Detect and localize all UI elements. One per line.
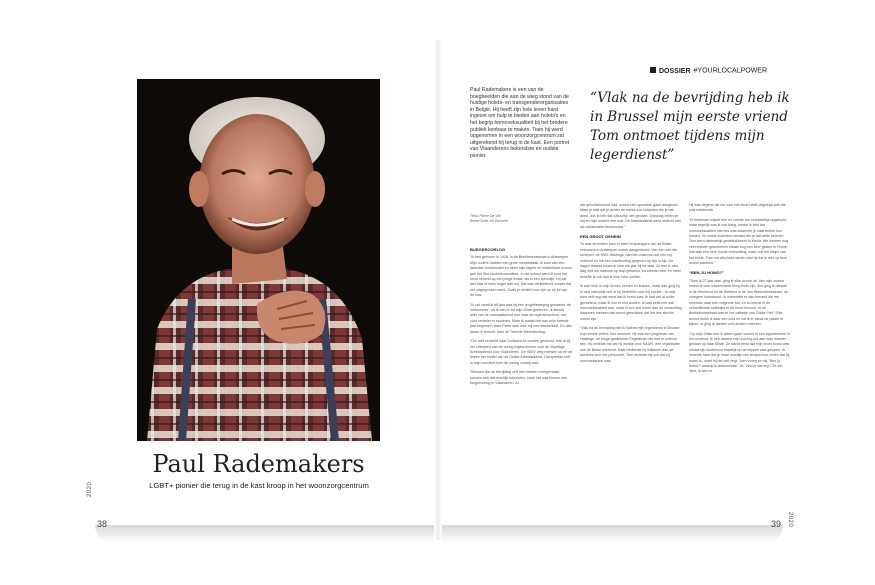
article-intro: Paul Rademakers is een van de boegbeelden die aan de wieg stond van de huidige holebi- en transgenderorganisaties in België. Hij heeft zijn hele leven hard ingezet om hulp te bieden aan holebi's en het begrip homoseksualiteit bij het bredere publiek kenbaar te maken. Toen hij werd opgenomen in een woonzorgcentrum zat uitgerekend hij terug in de kast. Een portret van Vlaanderens bekendste en oudste pionier. — [470, 87, 570, 159]
paragraph: Ik was hem in mijn armen nemen en kussen, maar dan ging hij. Ik wist natuurlijk niet of hij hetzelfde voor mij voelde – ik wist toen zelf nog niet eens dat ik homo was. Ik had wel al zulke gevoelens, maar ik kon er niet duiden. Ik was zelfs niet wat homoseksualiteit was, maar ik kon wel horen aan de minachting waarmee mensen dat woord gebruikten dat het iets slechts moest zijn.” — [580, 284, 682, 321]
credit-text: Tekst Pieter De Wit — [470, 214, 501, 218]
section-tag: #YOURLOCALPOWER — [693, 67, 768, 75]
credit-photo: Beeld Sofie De Backere — [470, 219, 509, 223]
page-number-left: 38 — [97, 519, 108, 529]
pull-quote: “Vlak na de bevrijding heb ik in Brussel mijn eerste vriend Tom ontmoet tijdens mijn legerdienst” — [590, 90, 790, 163]
paragraph: “Ik ben geboren in 1926, in de Beeldekensstraat in Antwerpen. Mijn ouders hadden een grote meubelzaak. Ik kom van een katholiek huishouden en deed mijn lagere en middelbare school aan het Sint-Norbertusinstituut. In die school werd ik voor het eerst verliefd op een jonge leraar, als in een sprookje. Hij zat een klas of twee hoger dan mij. Dat was verliefdheid zonder dat het uitgesproken werd. Zoals je verliefd zou zijn op de juf van de klas. — [470, 255, 572, 298]
portrait-photo — [137, 79, 380, 441]
article-title: Paul Rademakers — [152, 450, 365, 478]
paragraph: “Ik zat vanaf ik elf jaar was bij een jeugdbeweging genaamd ‘de Verkenners’, en ik ben er tot mijn 20ste gebleven. Ik steeds later van de normaalschool een naar de regentenschool, om voor verdeler te studeren. Maar ik maakt niet aan mijn tweede jaar beginnen, want Pietie was voor mij een struikelblok. En dan kwam ik terecht, toen de Tweede Wereldoorlog. — [470, 302, 572, 334]
paragraph: “Op mijn 29ste ben ik alleen gaan wonen in een appartement in het centrum. Ik heb daarna mijn coming-out aan mijn moeder gedaan op haar 80ste. Ze dacht eerst dat mijn broer homo was omdat zijn kinderloos huwelijk op de klippen was gelopen. Ik vertelde haar dat je maar moeilijk van iemand kon weten dat hij homo is, ‘want hij het zelf zegt. Toen vroeg ze mij: ‘Ben jij homo?’ waarop ik antwoordde: ‘Ja. Vind je dat erg?’ Ze zei: ‘Nee, ik ben er — [689, 331, 790, 374]
subheading: EEN GROOT GEHEIM — [580, 234, 621, 240]
body-column-2 — [580, 203, 682, 368]
left-page-edge — [95, 525, 440, 543]
page-number-right: 39 — [771, 519, 782, 529]
paragraph: “Toen ik 27 jaar was, ging ik elke avond uit. Van mijn ouders moest ik voor middernacht terug thuis zijn, dus ging ik dansen in de Weekend en de Weitend in de Van Wesenbeekstraat, de vroegere homobuurt. Ik ontmoette er dan iemand die me meenam naar een volgende bar, en zo leerde ik de verschillende cafeetjes in de buurt kennen. In de Beeldekensstraat was er het cafeetje van ‘Dikke Piet’. Elke avond dronk ik daar een cola en zat ik er vanaf de plaats te kijken, of ging ik dansen met andere mannen. — [689, 278, 788, 327]
paragraph: “Mensen die de bevrijding zelf niet hebben meegemaakt, kunnen zich dat moeilijk inbeelden, maar het was binnen een burgeroorlog in Vlaanderen. Al — [470, 370, 568, 385]
right-page-edge — [438, 525, 783, 543]
section-label: DOSSIER — [659, 67, 691, 75]
article-credits — [470, 214, 573, 224]
page-gutter — [434, 40, 442, 540]
body-column-3 — [689, 203, 791, 379]
paragraph: “Om niet verplicht naar Duitsland te worden gestuurd, heb ik bij het uitbreken van de oorlog ingeschreven voor de Vrijwillige Arbeidsdienst voor Vlaanderen. De VAVV ving mensen op en ze waren het model van de Duitse Arbeidsdienst. Dat speelde niet in mijn voordeel toen de oorlog voorbij was. — [470, 339, 572, 365]
paragraph: “Vlak na de bevrijding heb ik tijdens mijn legerdienst in Brussel mijn eerste vriend Tom ontmoet. Hij was een jongeman van Hastings, de enige geallieerde Engelsman die met in uniform liep. Hij vertelde me dat hij werkte voor NAAFI, een organisatie van de Britse overheid. Daar bediende hij militairen aan de kantines voor het personeel. Tom vertelde mij ook dat hij homoseksueel was. — [580, 326, 680, 363]
paragraph: wie gecollaboreerd had, moest zich spontaan gaan aangeven. Maar je wist dat je achter de tralies zou belanden als je dat deed, dus ik heb dat natuurlijk niet gedaan. Gelukkig heten ze mij en mijn ouders met rust. De Arbeidsdienst werd wellicht niet als collaboratie beschouwd.” — [580, 203, 681, 229]
paragraph: Hij was degene die me voor het eerst heeft uitgelegd wat dat juist betekende. — [689, 203, 786, 213]
section-header — [650, 67, 767, 75]
body-column-1 — [470, 243, 572, 390]
subheading: “BEN JIJ HOMO?” — [689, 270, 725, 276]
paragraph: “Ik herkende mijzelf erin en voelde me onmiddellijk opgelucht, maar tegelijk was ik ook bang, omdat ik wist dat homoseksualiteit niet iets was waarmee je naar buiten kon komen. Je moest doorheen iemand als je dat wilde beleven. Tom werd uiteindelijk gedeblokkeerd in Kenia. We hebben nog veel brieven geschreven elkaar nog een keer gezien in Rome. Dat was een hele mooie ontmoeting, maar ook het begin van het einde. Toen we afscheid namen wist hij dat ik met op hem moest wachten.” — [689, 217, 789, 266]
square-icon — [650, 67, 656, 73]
paragraph: “Ik was zeventien toen er twee kruipdragers van de Britse zeemacht in Antwerpen waren aangemeerd. Van een van die schepen, de HMS Hastings, had een matroos ooit een my ontkend en me een onvoltooiing gegeven op zijn schip. De dagen daarna kwam ik hem elk jaar bij de stad. Zo ben ik elke dag met die matroos op stap geweest, en steeds meer en meer besefte ik ook wat ik voor hem voelde. — [580, 242, 681, 279]
year-right: 2020 — [787, 512, 793, 528]
subheading: BURGEROORLOG — [470, 247, 506, 252]
year-left: 2020 — [87, 481, 93, 497]
article-subtitle: LGBT+ pionier die terug in de kast kroop in het woonzorgcentrum — [149, 481, 369, 490]
